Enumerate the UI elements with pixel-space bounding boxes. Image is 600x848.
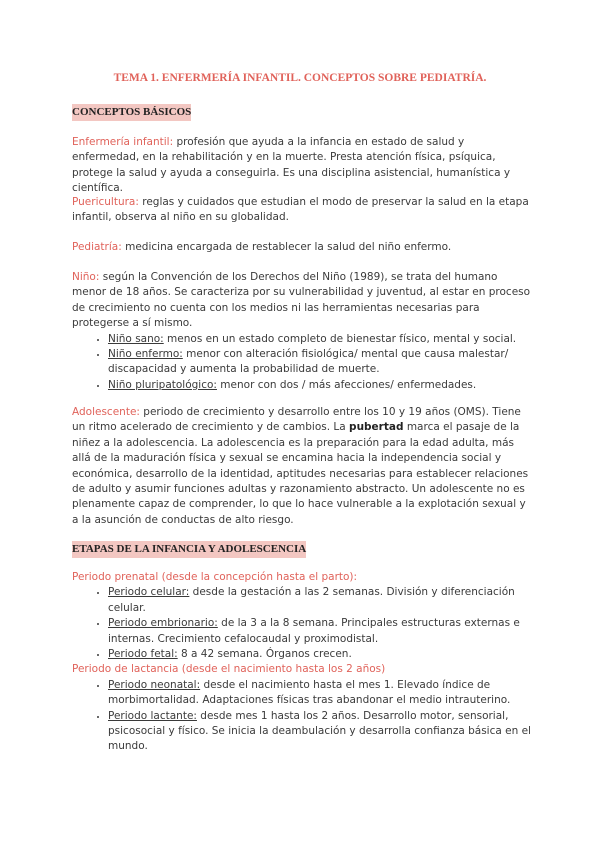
item-text: de la 3 a la 8 semana. Principales estructuras externas e internas. Crecimiento cefalocaudal y proximodistal. bbox=[108, 617, 520, 645]
stages-content bbox=[72, 570, 534, 755]
item-text: menor con dos / más afecciones/ enfermedades. bbox=[216, 378, 477, 391]
paragraph-pediatria bbox=[72, 240, 534, 255]
item-text: menos en un estado completo de bienestar físico, mental y social. bbox=[163, 332, 517, 345]
item-text: desde el nacimiento hasta el mes 1. Elevado índice de morbimortalidad. Adaptaciones físicas tras abandonar el medio intrauterino. bbox=[108, 678, 511, 707]
definition-text: periodo de crecimiento y desarrollo entre los 10 y 19 años (OMS). Tiene un ritmo acelerado de crecimiento y de cambios. La bbox=[72, 406, 521, 434]
paragraph-adolescente bbox=[72, 405, 534, 528]
heading-text: CONCEPTOS BÁSICOS bbox=[72, 104, 191, 121]
list-item bbox=[108, 347, 534, 378]
lactancia-list bbox=[72, 678, 534, 755]
item-text: menor con alteración fisiológica/ mental que causa malestar/ discapacidad y aumenta la probabilidad de muerte. bbox=[108, 348, 509, 376]
nino-list bbox=[72, 332, 534, 394]
paragraph-enfermeria bbox=[72, 135, 534, 197]
term-label: Pediatría: bbox=[72, 241, 122, 253]
section-heading-etapas bbox=[72, 541, 534, 558]
list-item bbox=[108, 378, 534, 393]
section-heading-conceptos bbox=[72, 104, 534, 121]
list-item bbox=[108, 616, 534, 647]
paragraph-nino bbox=[72, 270, 534, 393]
item-label: Niño pluripatológico: bbox=[108, 378, 217, 391]
term-label: Niño: bbox=[72, 271, 100, 283]
item-label: Periodo neonatal: bbox=[108, 678, 201, 691]
item-text: desde la gestación a las 2 semanas. División y diferenciación celular. bbox=[108, 586, 515, 614]
item-label: Periodo lactante: bbox=[108, 709, 197, 722]
heading-text: ETAPAS DE LA INFANCIA Y ADOLESCENCIA bbox=[72, 541, 306, 558]
term-label: Enfermería infantil: bbox=[72, 136, 174, 148]
page-title: TEMA 1. ENFERMERÍA INFANTIL. CONCEPTOS SOBRE PEDIATRÍA. bbox=[113, 72, 487, 84]
definition-text: reglas y cuidados que estudian el modo de preservar la salud en la etapa infantil, observa al niño en su globalidad. bbox=[72, 196, 529, 224]
period-prenatal-label: Periodo prenatal (desde la concepción hasta el parto): bbox=[72, 571, 358, 583]
term-label: Puericultura: bbox=[72, 196, 139, 208]
definition-text: medicina encargada de restablecer la salud del niño enfermo. bbox=[121, 241, 452, 253]
list-item bbox=[108, 678, 534, 709]
list-item bbox=[108, 709, 534, 755]
paragraph-puericultura bbox=[72, 195, 534, 226]
item-label: Periodo embrionario: bbox=[108, 617, 218, 630]
list-item bbox=[108, 585, 534, 616]
term-label: Adolescente: bbox=[72, 406, 140, 418]
pubertad-bold: pubertad bbox=[349, 421, 404, 434]
period-lactancia-label: Periodo de lactancia (desde el nacimiento hasta los 2 años) bbox=[72, 663, 386, 676]
prenatal-list bbox=[72, 585, 534, 662]
item-text: 8 a 42 semana. Órganos crecen. bbox=[177, 648, 352, 661]
list-item bbox=[108, 647, 534, 662]
item-label: Periodo fetal: bbox=[108, 648, 178, 661]
definition-text: profesión que ayuda a la infancia en estado de salud y enfermedad, en la rehabilitación y en la muerte. Presta atención física, psíquica, protege la salud y ayuda a conseguirla. Es una disciplina asistencial, humanística y científica. bbox=[72, 136, 511, 195]
item-label: Niño enfermo: bbox=[108, 348, 183, 361]
item-text: desde mes 1 hasta los 2 años. Desarrollo motor, sensorial, psicosocial y físico. Se inicia la deambulación y desarrolla confianza básica en el mundo. bbox=[108, 709, 531, 753]
item-label: Niño sano: bbox=[108, 332, 164, 345]
definition-text-cont: marca el pasaje de la niñez a la adolescencia. La adolescencia es la preparación para la edad adulta, más allá de la maduración física y sexual se encamina hacia la independencia social y económica, desarrollo de la identidad, aptitudes necesarias para establecer relaciones de adulto y asumir funciones adultas y razonamiento abstracto. Un adolescente no es plenamente capaz de comprender, lo que lo hace vulnerable a la explotación sexual y a la asunción de conductas de alto riesgo. bbox=[72, 421, 529, 526]
item-label: Periodo celular: bbox=[108, 586, 190, 599]
definition-text: según la Convención de los Derechos del Niño (1989), se trata del humano menor de 18 años. Se caracteriza por su vulnerabilidad y juventud, al estar en proceso de crecimiento no cuenta con los medios ni las herramientas necesarias para protegerse a sí mismo. bbox=[72, 271, 531, 330]
list-item bbox=[108, 332, 534, 347]
